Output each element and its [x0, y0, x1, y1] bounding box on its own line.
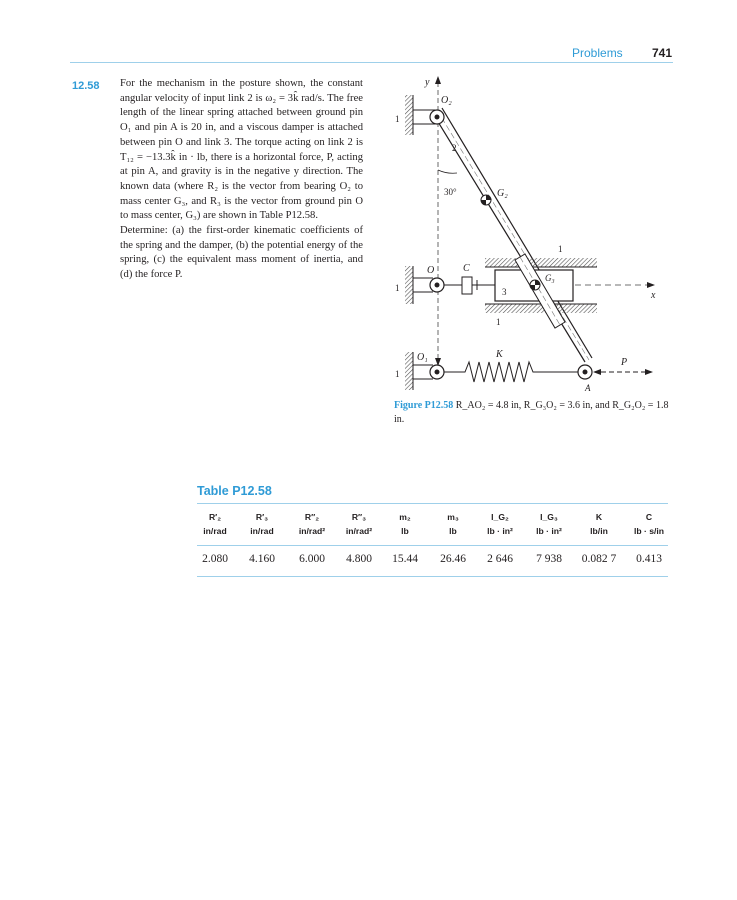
mass-center-g2	[481, 195, 491, 205]
table-rule-top	[197, 503, 668, 504]
table-header-m2: m₂ lb	[399, 512, 411, 536]
caption-text: R_AO₂ = 4.8 in, R_G₃O₂ = 3.6 in, and R_G₂O₂ = 1.8 in.	[394, 400, 669, 425]
label-g2: G₂	[497, 188, 508, 199]
table-rule-mid	[197, 545, 668, 546]
label-guide-bottom: 1	[496, 317, 501, 327]
guide-hatch-top	[485, 258, 597, 267]
damper-c	[444, 277, 495, 294]
ground-label-top: 1	[395, 114, 400, 124]
table-value-r2pp: 6.000	[299, 553, 325, 565]
spring-k	[444, 362, 580, 382]
label-k: K	[496, 349, 503, 360]
x-axis-arrow	[647, 282, 655, 288]
problem-number: 12.58	[72, 80, 100, 92]
table-header-ig2: I_G₂ lb · in²	[487, 512, 513, 536]
table-value-r3pp: 4.800	[346, 553, 372, 565]
table-value-r2p: 2.080	[202, 553, 228, 565]
table-header-ig3: I_G₃ lb · in²	[536, 512, 562, 536]
table-value-m2: 15.44	[392, 553, 418, 565]
table-header-c: C lb · s/in	[633, 512, 665, 536]
ground-hatch-mid	[405, 266, 413, 304]
guide-hatch-bottom	[485, 304, 597, 313]
label-g3: G₃	[545, 273, 555, 283]
ground-hatch-top	[405, 95, 413, 135]
ground-label-mid: 1	[395, 283, 400, 293]
ground-label-bottom: 1	[395, 369, 400, 379]
label-c: C	[463, 263, 470, 274]
label-guide-right: 1	[558, 244, 563, 254]
label-a: A	[585, 383, 591, 393]
caption-label: Figure P12.58	[394, 400, 454, 411]
header-rule	[70, 62, 673, 63]
running-header-title: Problems	[572, 46, 623, 60]
table-value-c: 0.413	[636, 553, 662, 565]
angle-label: 30°	[444, 187, 457, 197]
mechanism-figure	[385, 70, 675, 395]
label-o1: O₁	[417, 352, 428, 363]
label-link-3: 3	[502, 287, 507, 297]
table-value-m3: 26.46	[440, 553, 466, 565]
label-link-2: 2	[452, 143, 457, 153]
problem-statement	[120, 77, 363, 283]
problem-paragraph-1: For the mechanism in the posture shown, the constant angular velocity of input link 2 is ω₂ = 3k̂ rad/s. The free length of the linear spring attached between ground pin O₁ and pin A is 20 in, and a viscous damper is attached between pin O and link 3. The torque acting on link 2 is T₁₂ = −13.3k̂ in · lb, there is a horizontal force, P, acting at pin A, and gravity is in the negative y direction. The known data (where R₂ is the vector from bearing O₂ to mass center G₃, and R₃ is the vector from ground pin O to mass center, G₃) are shown in Table P12.58.	[120, 78, 363, 222]
label-o: O	[427, 265, 435, 276]
figure-caption	[394, 399, 676, 427]
table-title: Table P12.58	[197, 484, 272, 498]
ground-hatch-bottom	[405, 352, 413, 390]
table-header-m3: m₃ lb	[447, 512, 459, 536]
force-p-arrowhead-left	[593, 369, 601, 375]
problem-paragraph-2: Determine: (a) the first-order kinematic coefficients of the spring and the damper, (b) the potential energy of the spring, (c) the equivalent mass moment of inertia, and (d) the force P.	[120, 225, 363, 281]
force-p-arrowhead-right	[645, 369, 653, 375]
table-header-r3pp: R″₃ in/rad²	[345, 512, 373, 536]
table-header-k: K lb/in	[590, 512, 608, 536]
table-value-r3p: 4.160	[249, 553, 275, 565]
table-value-k: 0.082 7	[581, 553, 617, 565]
table-value-ig3: 7 938	[536, 553, 562, 565]
table-value-ig2: 2 646	[487, 553, 513, 565]
y-axis-label: y	[425, 77, 430, 88]
angle-arc	[438, 170, 457, 173]
x-axis-label: x	[651, 290, 656, 301]
table-header-r2pp: R″₂ in/rad²	[298, 512, 326, 536]
page-number: 741	[652, 46, 673, 60]
table-rule-bottom	[197, 576, 668, 577]
label-p: P	[621, 357, 628, 368]
y-axis-arrow	[435, 76, 441, 84]
table-header-r3p: R′₃ in/rad	[250, 512, 274, 536]
label-o2: O₂	[441, 95, 452, 106]
table-header-r2p: R′₂ in/rad	[203, 512, 227, 536]
mass-center-g3	[530, 280, 540, 290]
